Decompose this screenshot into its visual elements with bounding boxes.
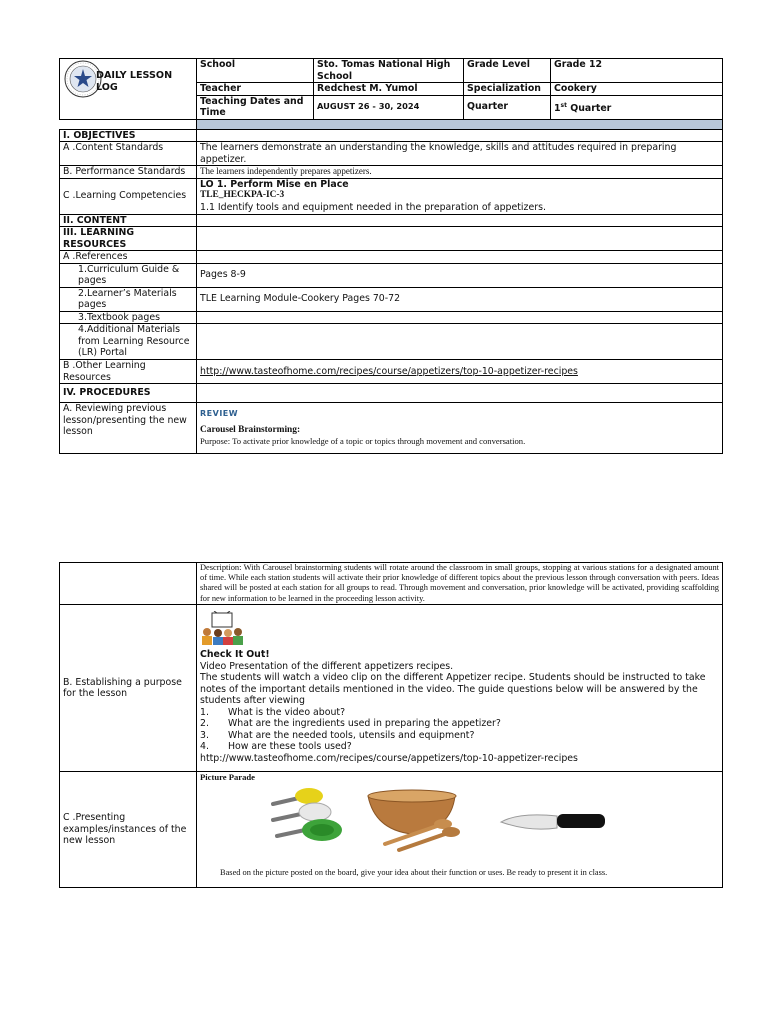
lesson-log-table-page2 — [59, 562, 723, 888]
grey-band — [197, 119, 723, 129]
grade-label: Grade Level — [464, 59, 551, 83]
competency-line: 1.1 Identify tools and equipment needed in the preparation of appetizers. — [200, 201, 546, 213]
content-empty — [197, 214, 723, 227]
quarter-number: 1 — [554, 102, 561, 114]
lo-line: LO 1. Perform Mise en Place — [200, 178, 349, 190]
objectives-empty — [197, 129, 723, 142]
procedures-empty — [197, 384, 723, 403]
dates-value: AUGUST 26 - 30, 2024 — [314, 95, 464, 119]
performance-standards-value: The learners independently prepares appetizers. — [197, 166, 723, 179]
carousel-title-colon: : — [296, 424, 301, 435]
measuring-spoons-image — [267, 786, 349, 848]
spacer-cell — [60, 119, 197, 129]
carousel-description: Description: With Carousel brainstorming students will rotate around the classroom in small groups, stopping at various stations for a designated amount of time. While each station students will activate their prior knowledge of different topics about the previous lesson through conversation with peers. Ideas shared will be posted at each station for all groups to read. Through movement and conversation, prior knowledge will be activated, providing scaffolding for new information to be learned in the proceeding lesson activity. — [197, 563, 723, 605]
question-1 — [200, 707, 719, 719]
performance-standards-label: B. Performance Standards — [60, 166, 197, 179]
teacher-value: Redchest M. Yumol — [314, 83, 464, 96]
learners-label: 2.Learner’s Materials pages — [60, 287, 197, 311]
students-watching-icon — [200, 611, 246, 647]
competencies-value — [197, 178, 723, 214]
video-link[interactable]: http://www.tasteofhome.com/recipes/course/appetizers/top-10-appetizer-recipes — [200, 752, 578, 764]
presenting-label: C .Presenting examples/instances of the new lesson — [60, 772, 197, 888]
quarter-rest: Quarter — [566, 102, 612, 114]
question-2-num: 2. — [200, 718, 209, 729]
other-resources-cell — [197, 360, 723, 384]
carousel-title-line — [200, 425, 719, 437]
picture-parade-title: Picture Parade — [200, 772, 255, 782]
content-heading: II. CONTENT — [60, 214, 197, 227]
additional-label: 4.Additional Materials from Learning Resource (LR) Portal — [60, 324, 197, 360]
curriculum-label: 1.Curriculum Guide & pages — [60, 263, 197, 287]
learners-value: TLE Learning Module-Cookery Pages 70-72 — [197, 287, 723, 311]
video-instructions: The students will watch a video clip on the different Appetizer recipe. Students should be instructed to take notes of the important details mentioned in the video. The guide questions below will be answered by the students after viewing — [200, 672, 706, 706]
question-4 — [200, 741, 719, 753]
question-3 — [200, 730, 719, 742]
chef-knife-image — [499, 808, 609, 838]
references-empty — [197, 251, 723, 264]
question-1-text: What is the video about? — [228, 706, 346, 718]
check-it-out-title: Check It Out! — [200, 649, 270, 660]
content-standards-label: A .Content Standards — [60, 142, 197, 166]
grade-value: Grade 12 — [551, 59, 723, 83]
question-1-num: 1. — [200, 706, 209, 718]
content-standards-value: The learners demonstrate an understanding the knowledge, skills and attitudes required in preparing appetizer. — [197, 142, 723, 166]
quarter-value — [551, 95, 723, 119]
spec-label: Specialization — [464, 83, 551, 96]
school-label: School — [197, 59, 314, 83]
wooden-salad-bowl-image — [365, 786, 475, 856]
references-label: A .References — [60, 251, 197, 264]
resources-heading: III. LEARNING RESOURCES — [60, 227, 197, 251]
code-line: TLE_HECKPA-IC-3 — [200, 190, 285, 200]
presenting-value — [197, 772, 723, 888]
video-link-line — [200, 753, 719, 765]
carousel-title: Carousel Brainstorming — [200, 424, 297, 435]
textbook-empty — [197, 311, 723, 324]
establishing-value — [197, 605, 723, 772]
objectives-heading: I. OBJECTIVES — [60, 129, 197, 142]
picture-parade-instruction: Based on the picture posted on the board, give your idea about their function or uses. Be ready to present it in class. — [220, 868, 608, 877]
procedures-heading: IV. PROCEDURES — [60, 384, 197, 403]
competencies-label: C .Learning Competencies — [60, 178, 197, 214]
quarter-sup: st — [560, 101, 567, 109]
school-value: Sto. Tomas National High School — [314, 59, 464, 83]
establishing-label: B. Establishing a purpose for the lesson — [60, 605, 197, 772]
quarter-label: Quarter — [464, 95, 551, 119]
other-resources-label: B .Other Learning Resources — [60, 360, 197, 384]
question-2-text: What are the ingredients used in preparing the appetizer? — [228, 718, 501, 729]
carousel-purpose: Purpose: To activate prior knowledge of a topic or topics through movement and conversation. — [200, 436, 526, 446]
resources-empty — [197, 227, 723, 251]
dates-label: Teaching Dates and Time — [197, 95, 314, 119]
question-2 — [200, 718, 719, 730]
other-resources-link[interactable]: http://www.tasteofhome.com/recipes/course/appetizers/top-10-appetizer-recipes — [200, 365, 578, 377]
question-3-num: 3. — [200, 729, 209, 741]
question-4-num: 4. — [200, 741, 209, 752]
description-empty-label — [60, 563, 197, 605]
video-presentation-line: Video Presentation of the different appetizers recipes. — [200, 660, 454, 672]
question-3-text: What are the needed tools, utensils and equipment? — [228, 729, 475, 741]
lesson-log-table-page1 — [59, 58, 723, 454]
question-4-text: How are these tools used? — [228, 741, 352, 752]
dll-title: DAILY LESSON LOG — [96, 70, 173, 93]
teacher-label: Teacher — [197, 83, 314, 96]
header-logo-cell — [60, 59, 197, 120]
textbook-label: 3.Textbook pages — [60, 311, 197, 324]
reviewing-label: A. Reviewing previous lesson/presenting the new lesson — [60, 403, 197, 454]
curriculum-value: Pages 8-9 — [197, 263, 723, 287]
review-tag: REVIEW — [200, 409, 239, 418]
additional-empty — [197, 324, 723, 360]
spec-value: Cookery — [551, 83, 723, 96]
reviewing-value — [197, 403, 723, 454]
